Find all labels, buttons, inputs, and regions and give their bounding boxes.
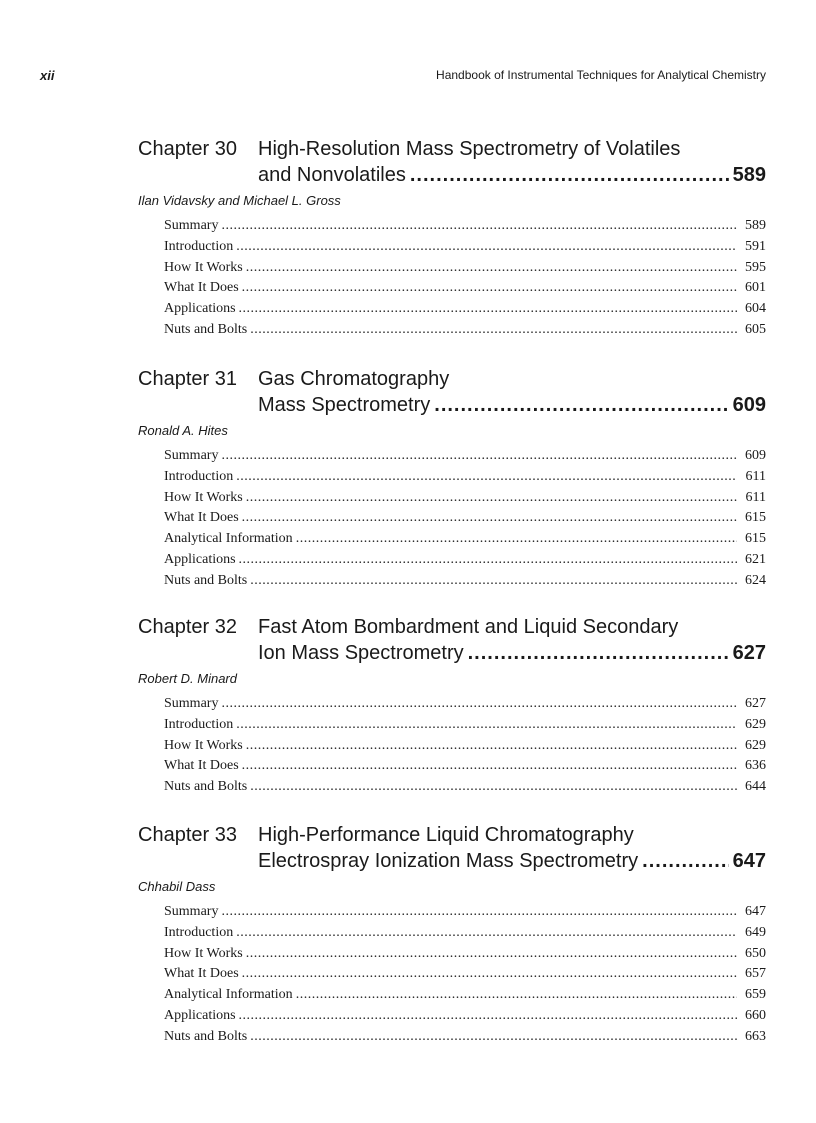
chapter-title-line2: Electrospray Ionization Mass Spectrometry: [258, 850, 639, 872]
section-label: Summary: [164, 904, 219, 919]
section-label: Analytical Information: [164, 531, 293, 547]
section-page: 627: [745, 696, 766, 711]
section-label: Summary: [164, 448, 219, 463]
section-page: 595: [745, 259, 766, 275]
section-entry: [164, 694, 766, 715]
dot-leader: [242, 756, 737, 777]
dot-leader: [239, 550, 737, 571]
section-label: Summary: [164, 218, 219, 233]
section-label: Applications: [164, 1007, 236, 1023]
chapter-page-number: 589: [732, 164, 766, 186]
chapter-number: Chapter 31: [138, 368, 237, 390]
section-entry: [164, 777, 766, 798]
section-entry: [164, 258, 766, 279]
running-head: [40, 68, 766, 88]
section-label: What It Does: [164, 758, 239, 774]
section-entry: [164, 550, 766, 571]
section-entry: [164, 736, 766, 757]
section-entry: [164, 1006, 766, 1027]
page-folio: xii: [40, 68, 55, 83]
dot-leader: [239, 299, 737, 320]
chapter-author: Ilan Vidavsky and Michael L. Gross: [138, 193, 341, 208]
chapter-page-number: 647: [732, 850, 766, 872]
dot-leader: [236, 715, 737, 736]
section-label: How It Works: [164, 945, 243, 961]
section-label: Introduction: [164, 468, 234, 484]
dot-leader: [242, 278, 737, 299]
dot-leader: [236, 237, 737, 258]
dot-leader: [221, 216, 737, 237]
dot-leader: [221, 446, 737, 467]
section-entry: [164, 320, 766, 341]
section-page: 663: [745, 1028, 766, 1044]
section-label: Nuts and Bolts: [164, 1028, 248, 1044]
section-page: 601: [745, 280, 766, 296]
section-page: 605: [745, 321, 766, 337]
section-page: 611: [745, 468, 766, 484]
dot-leader: [250, 777, 737, 798]
chapter-author: Robert D. Minard: [138, 671, 237, 686]
section-label: Applications: [164, 301, 236, 317]
section-page: 604: [745, 301, 766, 317]
section-entry: [164, 508, 766, 529]
section-entry: [164, 216, 766, 237]
section-page: 589: [745, 218, 766, 233]
chapter-30: [138, 136, 766, 341]
section-list: [164, 694, 766, 798]
chapter-title-line2-row: [258, 848, 766, 874]
chapter-number: Chapter 30: [138, 138, 237, 160]
dot-leader: [250, 320, 737, 341]
dot-leader: [250, 571, 737, 592]
chapter-number: Chapter 32: [138, 616, 237, 638]
section-entry: [164, 985, 766, 1006]
section-page: 615: [745, 510, 766, 526]
chapter-title-line2-row: [258, 162, 766, 188]
section-entry: [164, 278, 766, 299]
section-label: Nuts and Bolts: [164, 321, 248, 337]
section-page: 650: [745, 945, 766, 961]
section-label: How It Works: [164, 259, 243, 275]
section-entry: [164, 1027, 766, 1048]
section-entry: [164, 964, 766, 985]
chapter-title-line2: and Nonvolatiles: [258, 164, 406, 186]
dot-leader: [246, 944, 737, 965]
section-page: 624: [745, 572, 766, 588]
dot-leader: [246, 488, 737, 509]
dot-leader: [434, 392, 728, 418]
dot-leader: [242, 964, 737, 985]
section-label: Applications: [164, 551, 236, 567]
section-entry: [164, 756, 766, 777]
section-entry: [164, 467, 766, 488]
section-label: Nuts and Bolts: [164, 572, 248, 588]
section-entry: [164, 923, 766, 944]
dot-leader: [246, 736, 737, 757]
chapter-author: Ronald A. Hites: [138, 423, 228, 438]
section-entry: [164, 446, 766, 467]
section-page: 629: [745, 716, 766, 732]
chapter-32: [138, 614, 766, 798]
section-entry: [164, 902, 766, 923]
dot-leader: [296, 529, 737, 550]
chapter-title-line1: Fast Atom Bombardment and Liquid Secondary: [258, 616, 679, 638]
section-entry: [164, 715, 766, 736]
dot-leader: [468, 640, 729, 666]
dot-leader: [242, 508, 737, 529]
section-page: 657: [745, 966, 766, 982]
section-page: 609: [745, 448, 766, 463]
section-page: 644: [745, 779, 766, 795]
chapter-heading: [138, 614, 766, 666]
chapter-33: [138, 822, 766, 1048]
chapter-title-line1: Gas Chromatography: [258, 368, 450, 390]
section-page: 647: [745, 904, 766, 919]
section-list: [164, 216, 766, 341]
section-page: 636: [745, 758, 766, 774]
section-label: What It Does: [164, 280, 239, 296]
chapter-number: Chapter 33: [138, 824, 237, 846]
section-label: How It Works: [164, 737, 243, 753]
section-page: 629: [745, 737, 766, 753]
section-label: How It Works: [164, 489, 243, 505]
dot-leader: [642, 848, 728, 874]
section-page: 621: [745, 551, 766, 567]
section-page: 611: [745, 489, 766, 505]
chapter-title-line2: Ion Mass Spectrometry: [258, 642, 464, 664]
book-title: Handbook of Instrumental Techniques for Analytical Chemistry: [436, 68, 766, 82]
section-entry: [164, 237, 766, 258]
section-label: Summary: [164, 696, 219, 711]
section-page: 649: [745, 924, 766, 940]
chapter-heading: [138, 366, 766, 418]
dot-leader: [250, 1027, 737, 1048]
chapter-title-line2: Mass Spectrometry: [258, 394, 431, 416]
section-entry: [164, 299, 766, 320]
dot-leader: [239, 1006, 737, 1027]
chapter-heading: [138, 822, 766, 874]
section-entry: [164, 944, 766, 965]
chapter-author: Chhabil Dass: [138, 879, 216, 894]
chapter-title-line2-row: [258, 640, 766, 666]
chapter-page-number: 609: [732, 394, 766, 416]
section-entry: [164, 571, 766, 592]
chapter-31: [138, 366, 766, 592]
dot-leader: [296, 985, 737, 1006]
chapter-page-number: 627: [732, 642, 766, 664]
section-entry: [164, 488, 766, 509]
section-page: 660: [745, 1007, 766, 1023]
section-page: 591: [745, 238, 766, 254]
chapter-title-line1: High-Resolution Mass Spectrometry of Volatiles: [258, 138, 681, 160]
section-entry: [164, 529, 766, 550]
dot-leader: [221, 902, 737, 923]
section-label: What It Does: [164, 966, 239, 982]
section-list: [164, 446, 766, 592]
section-label: Introduction: [164, 924, 234, 940]
chapter-title-line2-row: [258, 392, 766, 418]
section-label: What It Does: [164, 510, 239, 526]
section-list: [164, 902, 766, 1048]
dot-leader: [410, 162, 729, 188]
section-page: 659: [745, 987, 766, 1003]
chapter-heading: [138, 136, 766, 188]
section-label: Introduction: [164, 716, 234, 732]
dot-leader: [236, 467, 737, 488]
dot-leader: [221, 694, 737, 715]
section-page: 615: [745, 531, 766, 547]
section-label: Nuts and Bolts: [164, 779, 248, 795]
section-label: Analytical Information: [164, 987, 293, 1003]
dot-leader: [236, 923, 737, 944]
dot-leader: [246, 258, 737, 279]
section-label: Introduction: [164, 238, 234, 254]
chapter-title-line1: High-Performance Liquid Chromatography: [258, 824, 634, 846]
